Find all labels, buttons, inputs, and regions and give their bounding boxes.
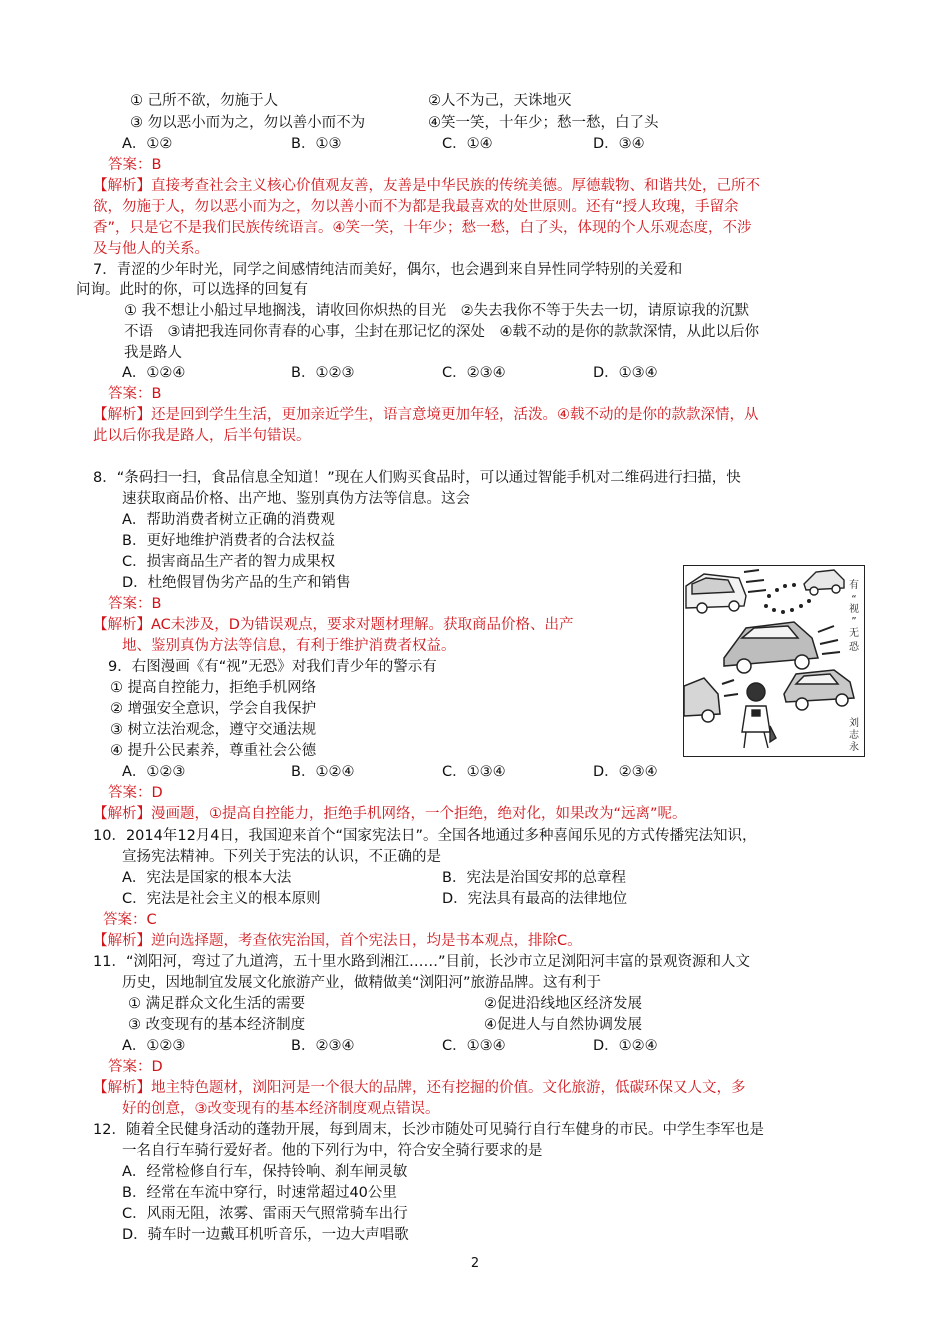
q6-choice-d: D．③④: [593, 136, 645, 152]
q7-stem-line: 问询。此时的你，可以选择的回复有: [76, 282, 308, 298]
tire-track: [764, 583, 811, 614]
q7-options-line: ① 我不想让小船过早地搁浅，请收回你炽热的目光 ②失去我你不等于失去一切，请原谅我的沉默: [124, 303, 750, 319]
car-icon: [804, 570, 844, 595]
q6-option-3: ③ 勿以恶小而为之，勿以善小而不为: [130, 115, 366, 131]
svg-text:无: 无: [849, 628, 859, 639]
q9-option-3: ③ 树立法治观念，遵守交通法规: [110, 722, 317, 738]
q6-option-1: ① 己所不欲，勿施于人: [130, 93, 279, 109]
q8-analysis-line: 地、鉴别真伪方法等信息，有利于维护消费者权益。: [122, 638, 456, 654]
q12-option-b: B．经常在车流中穿行，时速常超过40公里: [122, 1185, 397, 1201]
svg-text:恐: 恐: [849, 642, 859, 653]
car-icon: [686, 570, 766, 613]
svg-text:志: 志: [849, 730, 859, 741]
q12-stem-line: 一名自行车骑行爱好者。他的下列行为中，符合安全骑行要求的是: [122, 1143, 543, 1159]
svg-text:视: 视: [849, 604, 859, 615]
q7-analysis-line: 【解析】还是回到学生生活，更加亲近学生，语言意境更加年轻，活泼。④载不动的是你的款款深情，从: [93, 407, 759, 423]
q9-option-1: ① 提高自控能力，拒绝手机网络: [110, 680, 317, 696]
cartoon-author: [849, 716, 860, 753]
q11-option-2: ②促进沿线地区经济发展: [484, 996, 642, 1012]
q9-stem: 9．右图漫画《有“视”无恐》对我们青少年的警示有: [108, 659, 437, 675]
svg-text:有: 有: [849, 580, 859, 591]
q7-options-line: 不语 ③请把我连同你青春的心事，尘封在那记忆的深处 ④载不动的是你的款款深情，从此以后你: [124, 324, 759, 340]
q6-choice-c: C．①④: [442, 136, 493, 152]
q12-stem-line: 12．随着全民健身活动的蓬勃开展，每到周末，长沙市随处可见骑行自行车健身的市民。中学生李军也是: [93, 1122, 764, 1138]
q6-analysis-line: 欲，勿施于人，勿以恶小而为之，勿以善小而不为都是我最喜欢的处世原则。还有“授人玫瑰，手留余: [93, 199, 739, 215]
q7-analysis-line: 此以后你我是路人，后半句错误。: [93, 428, 311, 444]
q7-answer: 答案：B: [108, 386, 162, 402]
car-icon: [784, 670, 854, 710]
q6-answer: 答案：B: [108, 157, 162, 173]
q10-option-a: A．宪法是国家的根本大法: [122, 870, 292, 886]
q8-option-c: C．损害商品生产者的智力成果权: [122, 554, 336, 570]
q11-stem-line: 历史，因地制宜发展文化旅游产业，做精做美“浏阳河”旅游品牌。这有利于: [122, 975, 602, 991]
q10-stem-line: 宣扬宪法精神。下列关于宪法的认识，不正确的是: [122, 849, 441, 865]
q6-analysis-line: 【解析】直接考查社会主义核心价值观友善，友善是中华民族的传统美德。厚德载物、和谐共处，己所不: [93, 178, 760, 194]
q11-option-4: ④促进人与自然协调发展: [484, 1017, 642, 1033]
q11-choice-d: D．①②④: [593, 1038, 658, 1054]
q9-choice-d: D．②③④: [593, 764, 658, 780]
cartoon-drawing: [684, 566, 864, 756]
car-icon: [724, 622, 840, 673]
q7-choice-b: B．①②③: [291, 365, 355, 381]
q6-analysis-line: 香”，只是它不是我们民族传统语言。④笑一笑，十年少；愁一愁，白了头，体现的个人乐观态度，不涉: [93, 220, 752, 236]
q11-option-1: ① 满足群众文化生活的需要: [128, 996, 306, 1012]
student-with-phone: [742, 683, 776, 748]
q7-stem-line: 7．青涩的少年时光，同学之间感情纯洁而美好，偶尔，也会遇到来自异性同学特别的关爱和: [93, 262, 683, 278]
q9-analysis: 【解析】漫画题，①提高自控能力，拒绝手机网络，一个拒绝，绝对化，如果改为“远离”呢。: [93, 806, 687, 822]
q7-choice-c: C．②③④: [442, 365, 506, 381]
svg-text:”: ”: [851, 616, 857, 627]
q11-option-3: ③ 改变现有的基本经济制度: [128, 1017, 306, 1033]
q11-stem-line: 11．“浏阳河，弯过了九道湾，五十里水路到湘江……”目前，长沙市立足浏阳河丰富的景观资源和人文: [93, 954, 750, 970]
q10-option-c: C．宪法是社会主义的根本原则: [122, 891, 321, 907]
q8-analysis-line: 【解析】AC未涉及，D为错误观点，要求对题材理解。获取商品价格、出产: [93, 617, 574, 633]
q6-option-2: ②人不为己，天诛地灭: [428, 93, 572, 109]
q12-option-d: D．骑车时一边戴耳机听音乐，一边大声唱歌: [122, 1227, 409, 1243]
page-number: 2: [470, 1256, 480, 1271]
svg-text:刘: 刘: [849, 718, 859, 729]
svg-text:永: 永: [849, 742, 859, 753]
q8-option-a: A．帮助消费者树立正确的消费观: [122, 512, 335, 528]
q9-option-2: ② 增强安全意识，学会自我保护: [110, 701, 317, 717]
q8-stem-line: 8．“条码扫一扫，食品信息全知道！”现在人们购买食品时，可以通过智能手机对二维码进行扫描，快: [93, 470, 741, 486]
q8-answer: 答案：B: [108, 596, 162, 612]
q9-answer: 答案：D: [108, 785, 163, 801]
q6-analysis-line: 及与他人的关系。: [93, 241, 209, 257]
q10-option-d: D．宪法具有最高的法律地位: [442, 891, 628, 907]
q10-answer: 答案：C: [103, 912, 157, 928]
q10-stem-line: 10．2014年12月4日，我国迎来首个“国家宪法日”。全国各地通过多种喜闻乐见的方式传播宪法知识，: [93, 828, 757, 844]
q12-option-a: A．经常检修自行车，保持铃响、刹车闸灵敏: [122, 1164, 408, 1180]
q11-answer: 答案：D: [108, 1059, 163, 1075]
q9-choice-a: A．①②③: [122, 764, 186, 780]
q6-choice-b: B．①③: [291, 136, 342, 152]
q11-analysis-line: 好的创意，③改变现有的基本经济制度观点错误。: [122, 1101, 440, 1117]
q8-stem-line: 速获取商品价格、出产地、鉴别真伪方法等信息。这会: [122, 491, 470, 507]
q9-choice-b: B．①②④: [291, 764, 355, 780]
q7-choice-a: A．①②④: [122, 365, 186, 381]
q10-option-b: B．宪法是治国安邦的总章程: [442, 870, 626, 886]
car-icon: [684, 678, 738, 722]
q9-option-4: ④ 提升公民素养，尊重社会公德: [110, 743, 317, 759]
q11-analysis-line: 【解析】地主特色题材，浏阳河是一个很大的品牌，还有挖掘的价值。文化旅游，低碳环保又人文，多: [93, 1080, 746, 1096]
q6-choice-a: A．①②: [122, 136, 173, 152]
svg-text:“: “: [851, 594, 857, 605]
q8-option-b: B．更好地维护消费者的合法权益: [122, 533, 335, 549]
cartoon-title: [849, 578, 860, 653]
q8-option-d: D．杜绝假冒伪劣产品的生产和销售: [122, 575, 351, 591]
q11-choice-c: C．①③④: [442, 1038, 506, 1054]
q10-analysis: 【解析】逆向选择题，考查依宪治国，首个宪法日，均是书本观点，排除C。: [93, 933, 582, 949]
q11-choice-b: B．②③④: [291, 1038, 355, 1054]
q12-option-c: C．风雨无阻，浓雾、雷雨天气照常骑车出行: [122, 1206, 408, 1222]
q11-choice-a: A．①②③: [122, 1038, 186, 1054]
q9-choice-c: C．①③④: [442, 764, 506, 780]
cartoon-illustration: [683, 565, 865, 757]
q7-options-line: 我是路人: [124, 345, 182, 361]
q7-choice-d: D．①③④: [593, 365, 658, 381]
q6-option-4: ④笑一笑，十年少；愁一愁，白了头: [428, 115, 659, 131]
